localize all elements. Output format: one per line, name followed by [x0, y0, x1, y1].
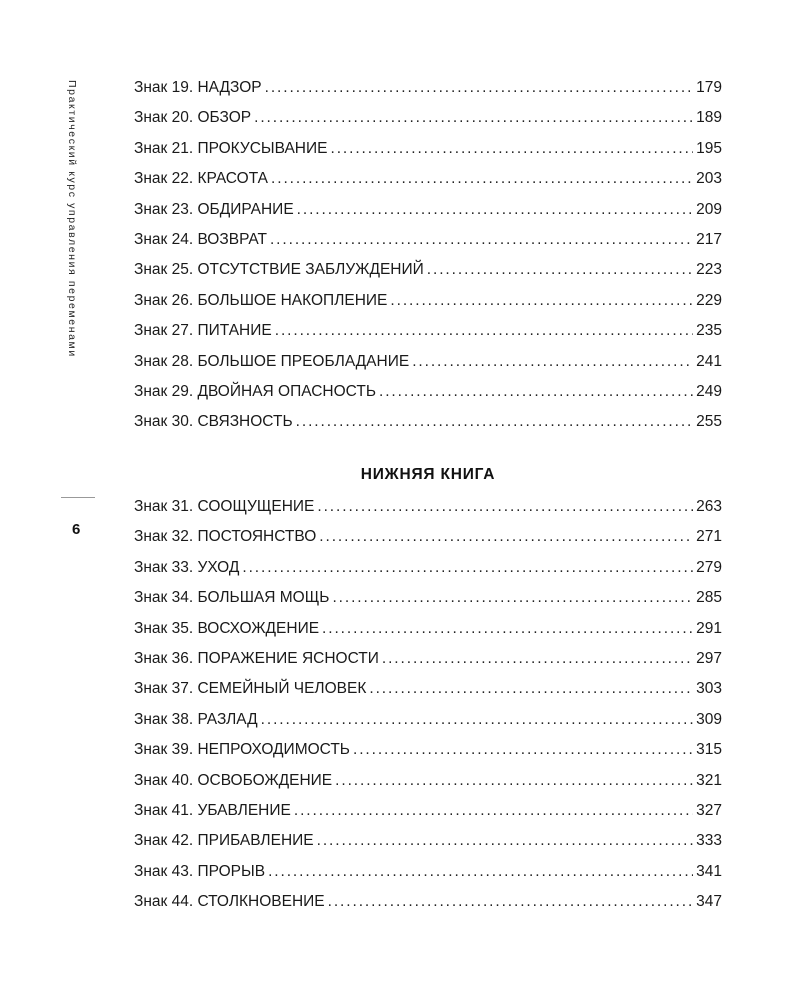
toc-entry — [134, 381, 722, 411]
toc-entry-title: Знак 31. СООЩУЩЕНИЕ — [134, 498, 315, 515]
toc-entry — [134, 891, 722, 921]
toc-entry-title: Знак 30. СВЯЗНОСТЬ — [134, 413, 293, 431]
toc-dot-leader — [379, 381, 693, 403]
toc-entry-page: 347 — [696, 893, 722, 911]
toc-entry-page: 309 — [696, 710, 722, 728]
toc-entry — [134, 739, 722, 769]
toc-entry-page: 255 — [696, 413, 722, 431]
toc-entry — [134, 77, 722, 107]
toc-entry-page: 315 — [696, 741, 722, 759]
toc-entry-page: 297 — [696, 649, 722, 667]
toc-entry-title: Знак 42. ПРИБАВЛЕНИЕ — [134, 832, 314, 850]
toc-entry-page: 321 — [696, 771, 722, 789]
toc-dot-leader — [294, 800, 693, 822]
toc-entry-title: Знак 43. ПРОРЫВ — [134, 862, 266, 880]
toc-entry — [134, 351, 722, 381]
toc-dot-leader — [265, 77, 694, 99]
toc-entry — [134, 678, 722, 708]
toc-entry-page: 279 — [696, 558, 722, 576]
toc-dot-leader — [382, 648, 693, 670]
toc-dot-leader — [271, 168, 693, 190]
toc-entry-title: Знак 39. НЕПРОХОДИМОСТЬ — [134, 741, 350, 759]
toc-entry-page: 195 — [696, 139, 722, 157]
toc-entry-title: Знак 20. ОБЗОР — [134, 109, 252, 127]
toc-entry-page: 341 — [696, 862, 722, 880]
toc-dot-leader — [412, 351, 693, 373]
toc-entry — [134, 107, 722, 137]
toc-dot-leader — [254, 107, 693, 129]
toc-entry-page: 223 — [696, 261, 722, 279]
toc-entry — [134, 259, 722, 289]
toc-entry — [134, 496, 722, 526]
toc-entry-page: 285 — [696, 589, 722, 607]
toc-entry-page: 203 — [696, 170, 722, 188]
toc-entry-title: Знак 27. ПИТАНИЕ — [134, 322, 272, 340]
toc-entry-page: 263 — [696, 498, 722, 515]
toc-upper-list — [134, 77, 722, 442]
toc-entry-title: Знак 36. ПОРАЖЕНИЕ ЯСНОСТИ — [134, 649, 379, 667]
toc-dot-leader — [297, 199, 693, 221]
toc-entry-title: Знак 32. ПОСТОЯНСТВО — [134, 528, 317, 546]
toc-entry-page: 189 — [696, 109, 722, 127]
toc-dot-leader — [427, 259, 693, 281]
toc-entry-page: 235 — [696, 322, 722, 340]
toc-entry — [134, 229, 722, 259]
toc-lower-list — [134, 496, 722, 921]
page-number: 6 — [72, 521, 81, 538]
toc-dot-leader — [317, 830, 694, 852]
toc-entry-title: Знак 35. ВОСХОЖДЕНИЕ — [134, 619, 320, 637]
toc-entry-title: Знак 22. КРАСОТА — [134, 170, 269, 188]
toc-dot-leader — [335, 770, 693, 792]
toc-dot-leader — [275, 320, 693, 342]
toc-entry — [134, 861, 722, 891]
section-heading: НИЖНЯЯ КНИГА — [360, 466, 496, 483]
toc-entry-title: Знак 23. ОБДИРАНИЕ — [134, 200, 294, 218]
toc-entry — [134, 138, 722, 168]
toc-dot-leader — [317, 496, 693, 518]
running-head-vertical: Практический курс управления переменами — [66, 80, 78, 358]
toc-dot-leader — [332, 587, 693, 609]
toc-entry — [134, 648, 722, 678]
toc-entry — [134, 709, 722, 739]
page-number-rule — [61, 497, 95, 498]
toc-entry — [134, 587, 722, 617]
toc-dot-leader — [296, 411, 693, 433]
toc-entry-page: 249 — [696, 382, 722, 400]
toc-dot-leader — [268, 861, 693, 883]
toc-entry — [134, 618, 722, 648]
toc-dot-leader — [330, 138, 693, 160]
toc-entry — [134, 411, 722, 441]
toc-entry — [134, 830, 722, 860]
toc-entry-title: Знак 28. БОЛЬШОЕ ПРЕОБЛАДАНИЕ — [134, 352, 410, 370]
toc-entry-page: 241 — [696, 352, 722, 370]
toc-entry-title: Знак 19. НАДЗОР — [134, 79, 262, 96]
toc-entry — [134, 168, 722, 198]
toc-entry-title: Знак 40. ОСВОБОЖДЕНИЕ — [134, 771, 333, 789]
toc-entry-page: 303 — [696, 680, 722, 698]
toc-dot-leader — [328, 891, 694, 913]
toc-entry-title: Знак 33. УХОД — [134, 558, 240, 576]
toc-entry-page: 327 — [696, 801, 722, 819]
toc-entry — [134, 199, 722, 229]
toc-entry-title: Знак 24. ВОЗВРАТ — [134, 230, 267, 248]
toc-entry-title: Знак 44. СТОЛКНОВЕНИЕ — [134, 893, 325, 911]
toc-entry-title: Знак 25. ОТСУТСТВИЕ ЗАБЛУЖДЕНИЙ — [134, 261, 424, 279]
toc-entry-page: 217 — [696, 230, 722, 248]
toc-dot-leader — [270, 229, 693, 251]
toc-entry-page: 291 — [696, 619, 722, 637]
toc-entry-page: 209 — [696, 200, 722, 218]
toc-dot-leader — [319, 526, 693, 548]
toc-dot-leader — [261, 709, 693, 731]
toc-dot-leader — [242, 557, 693, 579]
toc-entry-title: Знак 37. СЕМЕЙНЫЙ ЧЕЛОВЕК — [134, 680, 367, 698]
toc-entry-page: 179 — [696, 79, 722, 96]
toc-entry-page: 333 — [696, 832, 722, 850]
toc-entry-title: Знак 34. БОЛЬШАЯ МОЩЬ — [134, 589, 330, 607]
toc-entry — [134, 557, 722, 587]
toc-entry-page: 271 — [696, 528, 722, 546]
toc-dot-leader — [390, 290, 693, 312]
toc-dot-leader — [322, 618, 693, 640]
toc-dot-leader — [353, 739, 693, 761]
toc-entry-title: Знак 29. ДВОЙНАЯ ОПАСНОСТЬ — [134, 382, 376, 400]
toc-entry — [134, 800, 722, 830]
toc-entry-title: Знак 41. УБАВЛЕНИЕ — [134, 801, 291, 819]
toc-entry-title: Знак 21. ПРОКУСЫВАНИЕ — [134, 139, 328, 157]
toc-entry — [134, 526, 722, 556]
toc-entry-title: Знак 26. БОЛЬШОЕ НАКОПЛЕНИЕ — [134, 291, 388, 309]
toc-entry-title: Знак 38. РАЗЛАД — [134, 710, 258, 728]
toc-dot-leader — [369, 678, 693, 700]
toc-entry — [134, 770, 722, 800]
toc-entry — [134, 320, 722, 350]
toc-entry-page: 229 — [696, 291, 722, 309]
toc-entry — [134, 290, 722, 320]
